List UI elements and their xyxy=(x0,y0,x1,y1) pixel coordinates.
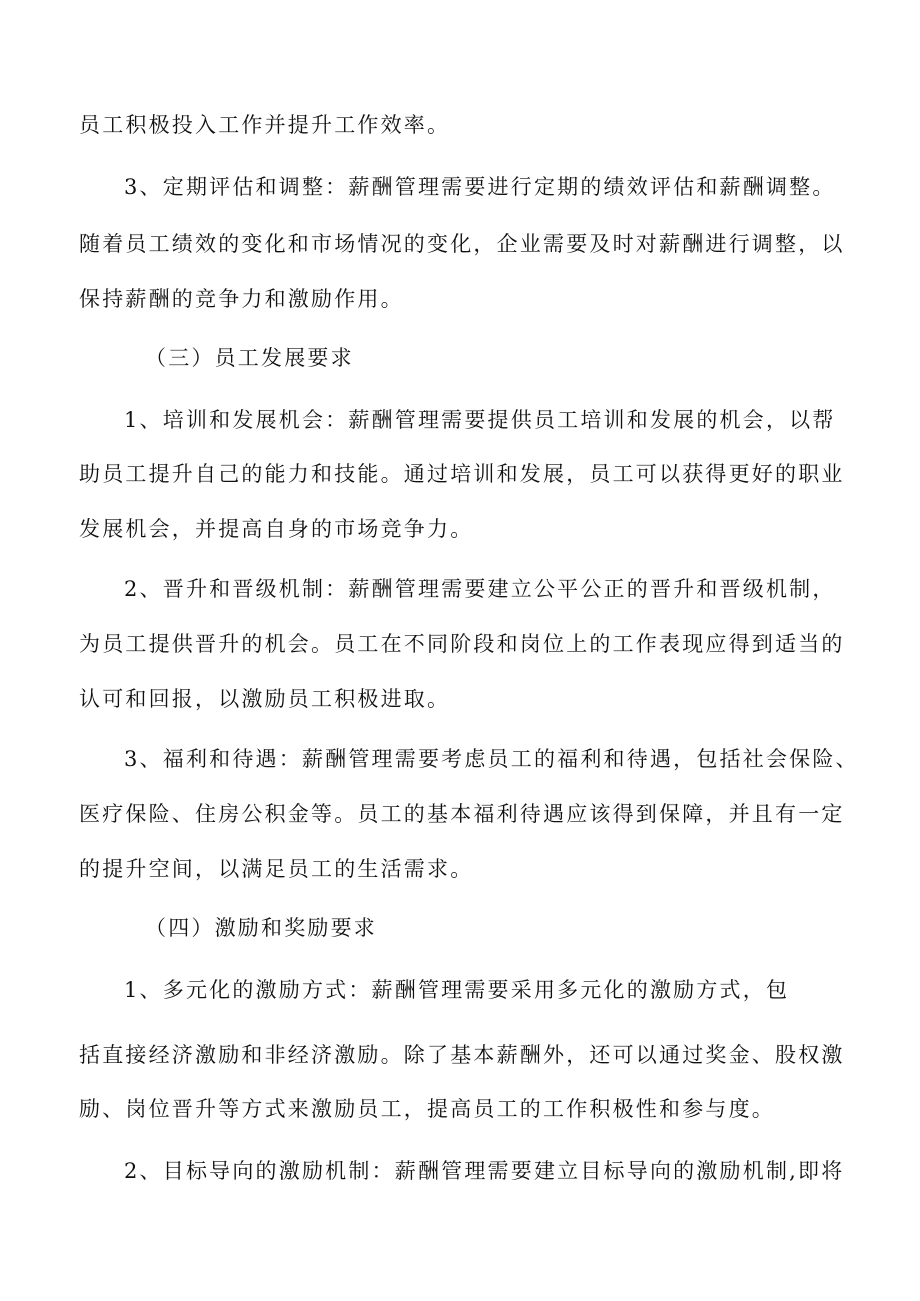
paragraph-line: 为员工提供晋升的机会。员工在不同阶段和岗位上的工作表现应得到适当的 xyxy=(79,632,845,656)
paragraph-line: 保持薪酬的竞争力和激励作用。 xyxy=(79,287,404,311)
paragraph-line: 发展机会，并提高自身的市场竞争力。 xyxy=(79,517,474,541)
paragraph-line: 的提升空间，以满足员工的生活需求。 xyxy=(79,857,474,881)
section-heading: （四）激励和奖励要求 xyxy=(145,916,377,940)
paragraph-line: 2、晋升和晋级机制：薪酬管理需要建立公平公正的晋升和晋级机制， xyxy=(124,577,836,601)
section-heading: （三）员工发展要求 xyxy=(145,346,354,370)
paragraph-line: 随着员工绩效的变化和市场情况的变化，企业需要及时对薪酬进行调整，以 xyxy=(79,232,845,256)
paragraph-line: 助员工提升自己的能力和技能。通过培训和发展，员工可以获得更好的职业 xyxy=(79,462,845,486)
paragraph-line: 3、定期评估和调整：薪酬管理需要进行定期的绩效评估和薪酬调整。 xyxy=(124,175,836,199)
paragraph-line: 2、目标导向的激励机制：薪酬管理需要建立目标导向的激励机制,即将 xyxy=(124,1159,845,1183)
paragraph-line: 1、多元化的激励方式：薪酬管理需要采用多元化的激励方式，包 xyxy=(124,978,790,1002)
paragraph-line: 医疗保险、住房公积金等。员工的基本福利待遇应该得到保障，并且有一定 xyxy=(79,802,845,826)
paragraph-line: 3、福利和待遇：薪酬管理需要考虑员工的福利和待遇，包括社会保险、 xyxy=(124,747,859,771)
paragraph-line: 励、岗位晋升等方式来激励员工，提高员工的工作积极性和参与度。 xyxy=(79,1097,775,1121)
paragraph-line: 员工积极投入工作并提升工作效率。 xyxy=(79,113,451,137)
paragraph-line: 括直接经济激励和非经济激励。除了基本薪酬外，还可以通过奖金、股权激 xyxy=(79,1043,845,1067)
paragraph-line: 认可和回报，以激励员工积极进取。 xyxy=(79,687,451,711)
paragraph-line: 1、培训和发展机会：薪酬管理需要提供员工培训和发展的机会，以帮 xyxy=(124,408,836,432)
